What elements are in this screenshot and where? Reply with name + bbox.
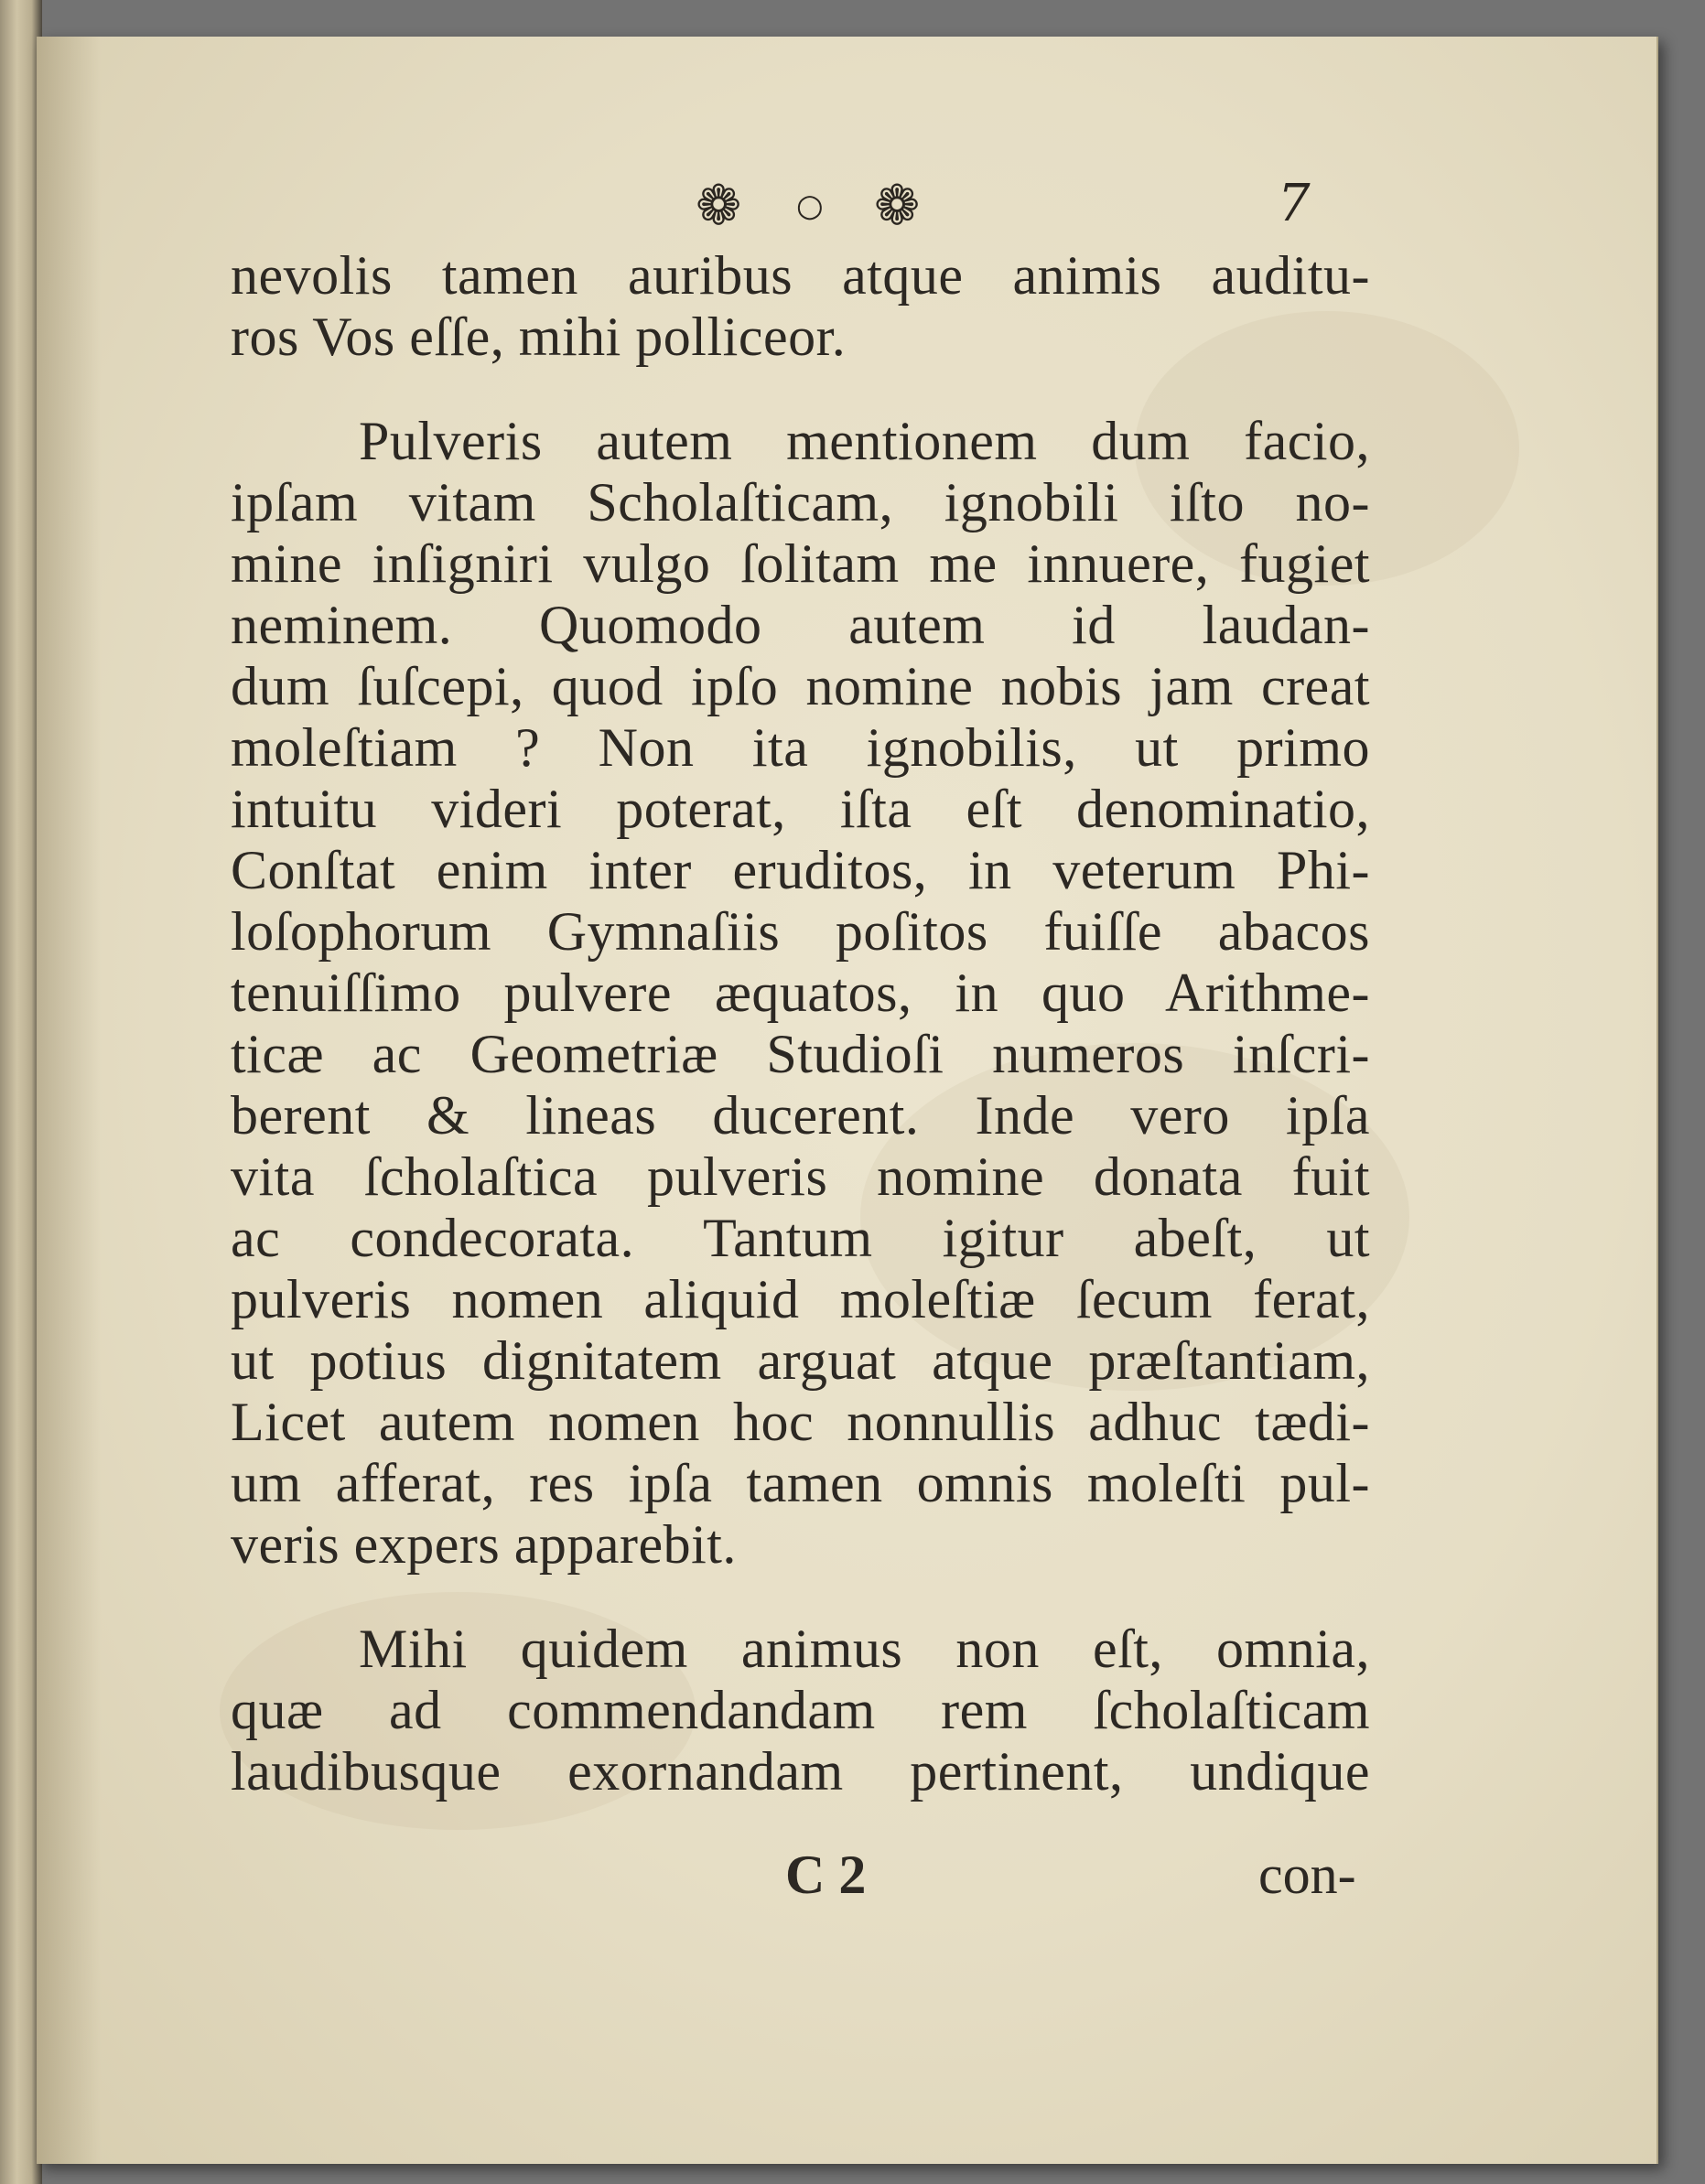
text-line: ut potius dignitatem arguat atque præſtantiam,	[231, 1330, 1370, 1391]
text-line: Mihi quidem animus non eſt, omnia,	[359, 1619, 1370, 1679]
paragraph-1	[231, 245, 1370, 368]
flower-ornament-right-icon: ❁	[874, 174, 921, 238]
text-line: Pulveris autem mentionem dum facio,	[359, 411, 1370, 471]
text-line: dum ſuſcepi, quod ipſo nomine nobis jam creat	[231, 656, 1370, 716]
text-line: neminem. Quomodo autem id laudan-	[231, 595, 1370, 655]
text-line: mine inſigniri vulgo ſolitam me innuere, fugiet	[231, 533, 1370, 594]
paragraph-3	[231, 1619, 1370, 1802]
running-head	[0, 174, 1705, 242]
text-line: ticæ ac Geometriæ Studioſi numeros inſcri-	[231, 1024, 1370, 1084]
flower-ornament-left-icon: ❁	[696, 174, 742, 238]
paragraph-2	[231, 411, 1370, 1576]
text-line: ac condecorata. Tantum igitur abeſt, ut	[231, 1208, 1370, 1268]
text-line: pulveris nomen aliquid moleſtiæ ſecum ferat,	[231, 1269, 1370, 1329]
signature-mark: C 2	[785, 1845, 867, 1905]
text-line: ros Vos eſſe, mihi polliceor.	[231, 307, 847, 367]
text-line: moleſtiam ? Non ita ignobilis, ut primo	[231, 717, 1370, 778]
page-number: 7	[1278, 174, 1311, 233]
text-line: Conſtat enim inter eruditos, in veterum Phi-	[231, 840, 1370, 900]
body-text	[231, 245, 1370, 1802]
text-line: ipſam vitam Scholaſticam, ignobili iſto no-	[231, 472, 1370, 533]
catchword: con-	[1258, 1845, 1356, 1905]
text-line: nevolis tamen auribus atque animis auditu-	[231, 245, 1370, 306]
text-line: laudibusque exornandam pertinent, undique	[231, 1741, 1370, 1802]
text-line: veris expers apparebit.	[231, 1514, 737, 1575]
text-line: vita ſcholaſtica pulveris nomine donata fuit	[231, 1146, 1370, 1207]
circle-ornament-icon: ○	[796, 188, 824, 224]
text-line: um afferat, res ipſa tamen omnis moleſti pul-	[231, 1453, 1370, 1513]
text-line: loſophorum Gymnaſiis poſitos fuiſſe abacos	[231, 901, 1370, 962]
text-line: tenuiſſimo pulvere æquatos, in quo Arithme-	[231, 963, 1370, 1023]
text-line: berent & lineas ducerent. Inde vero ipſa	[231, 1085, 1370, 1146]
direction-line	[0, 1844, 1705, 1908]
text-line: quæ ad commendandam rem ſcholaſticam	[231, 1680, 1370, 1740]
text-line: intuitu videri poterat, iſta eſt denominatio,	[231, 779, 1370, 839]
text-line: Licet autem nomen hoc nonnullis adhuc tædi-	[231, 1392, 1370, 1452]
